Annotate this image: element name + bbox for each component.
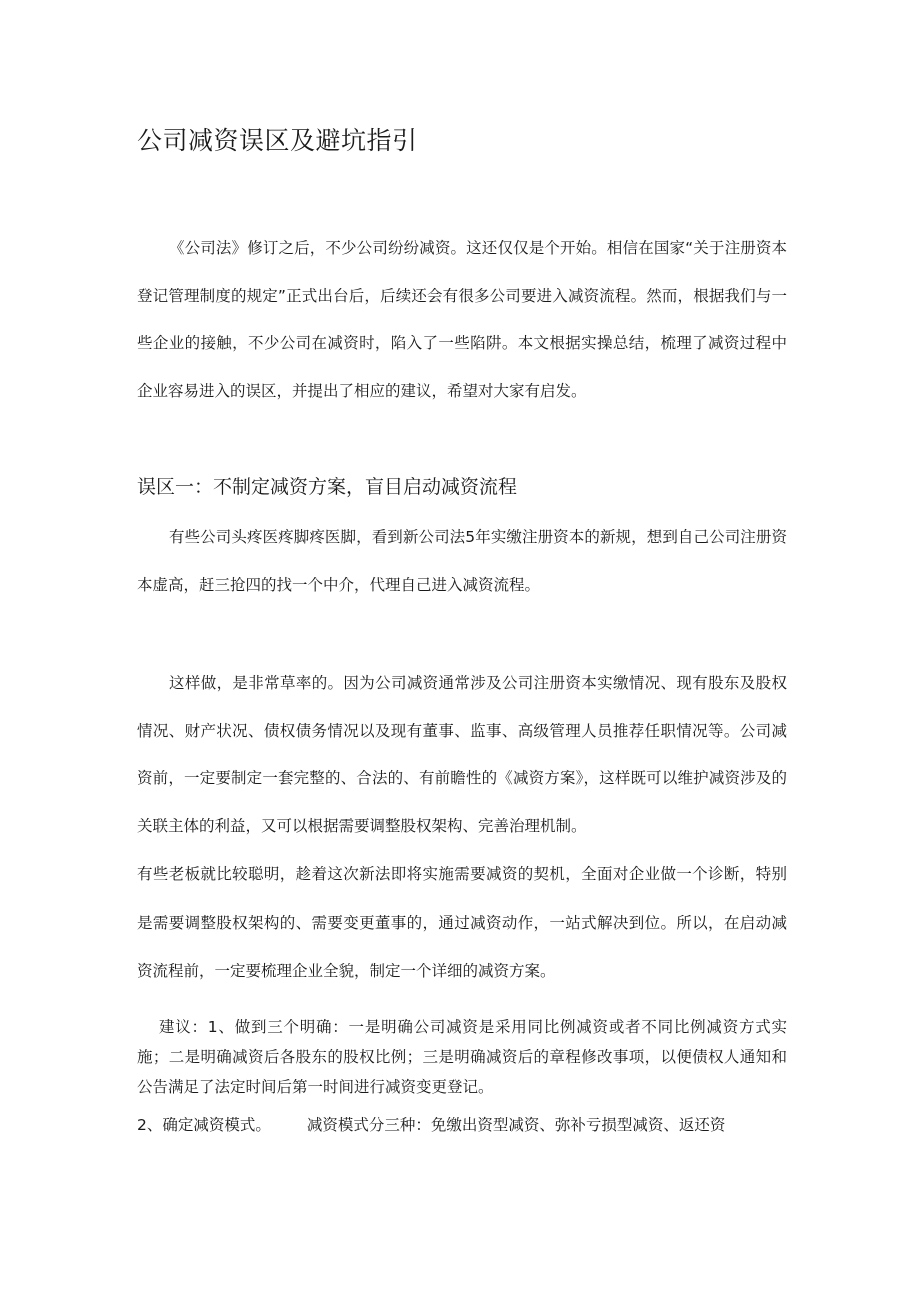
section-paragraph-1: 有些公司头疼医疼脚疼医脚，看到新公司法5年实缴注册资本的新规，想到自己公司注册资本虚高，赶三抢四的找一个中介，代理自己进入减资流程。 xyxy=(137,528,787,594)
intro-paragraph: 《公司法》修订之后，不少公司纷纷减资。这还仅仅是个开始。相信在国家“关于注册资本登记管理制度的规定”正式出台后，后续还会有很多公司要进入减资流程。然而，根据我们与一些企业的接触，不少公司在减资时，陷入了一些陷阱。本文根据实操总结，梳理了减资过程中企业容易进入的误区，并提出了相应的建议，希望对大家有启发。 xyxy=(137,239,787,400)
section-paragraph-2: 这样做，是非常草率的。因为公司减资通常涉及公司注册资本实缴情况、现有股东及股权情况、财产状况、债权债务情况以及现有董事、监事、高级管理人员推荐任职情况等。公司减资前，一定要制定一套完整的、合法的、有前瞻性的《减资方案》，这样既可以维护减资涉及的关联主体的利益，又可以根据需要调整股权架构、完善治理机制。 xyxy=(137,674,787,835)
advice-paragraph: 建议：1、做到三个明确：一是明确公司减资是采用同比例减资或者不同比例减资方式实施；二是明确减资后各股东的股权比例；三是明确减资后的章程修改事项，以便债权人通知和公告满足了法定时间后第一时间进行减资变更登记。 xyxy=(137,1018,787,1096)
document-title: 公司减资误区及避坑指引 xyxy=(137,126,418,155)
section-heading: 误区一：不制定减资方案，盲目启动减资流程 xyxy=(137,476,518,498)
reduction-mode-text: 减资模式分三种：免缴出资型减资、弥补亏损型减资、返还资 xyxy=(306,1116,726,1134)
reduction-mode-label: 2、确定减资模式。 xyxy=(137,1116,271,1134)
section-paragraph-3: 有些老板就比较聪明，趁着这次新法即将实施需要减资的契机，全面对企业做一个诊断，特别是需要调整股权架构的、需要变更董事的，通过减资动作，一站式解决到位。所以，在启动减资流程前，一定要梳理企业全貌，制定一个详细的减资方案。 xyxy=(137,865,787,980)
reduction-mode-line xyxy=(137,1110,787,1140)
